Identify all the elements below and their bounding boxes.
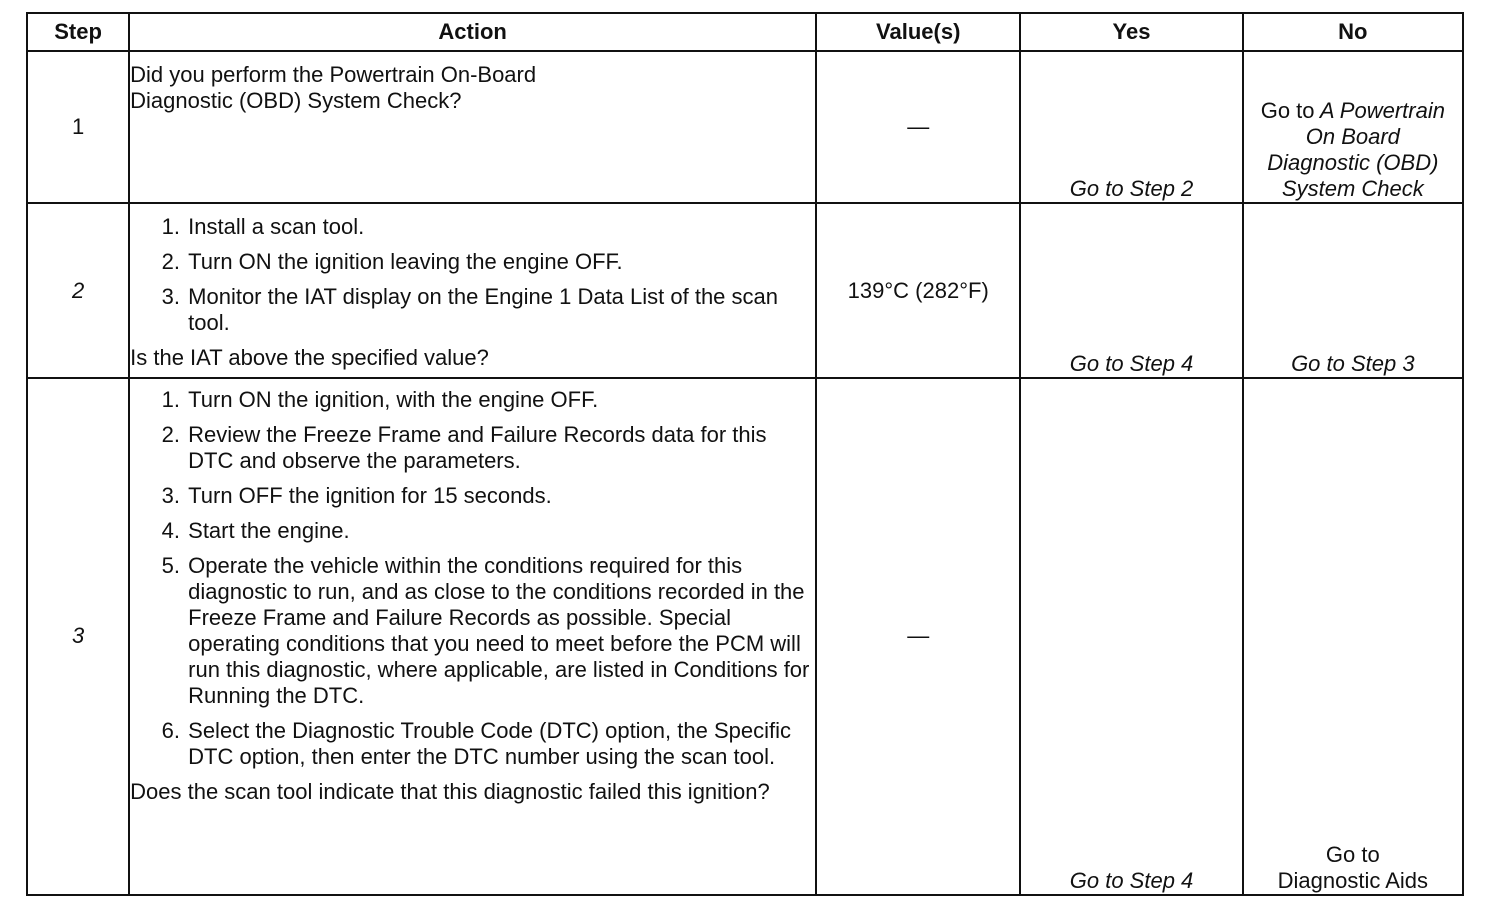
yes-cell [1020, 203, 1242, 377]
action-step: 2. Review the Freeze Frame and Failure Records data for this DTC and observe the parameters. [186, 422, 815, 474]
header-step: Step [27, 13, 129, 51]
no-prefix: Go to [1325, 842, 1380, 867]
yes-link[interactable]: Go to Step 4 [1069, 868, 1194, 893]
no-prefix: Go to [1260, 98, 1315, 124]
action-step: 5. Operate the vehicle within the conditions required for this diagnostic to run, and as close to the conditions recorded in the Freeze Frame and Failure Records as possible. Special operating conditions that you need to meet before the PCM will run this diagnostic, where applicable, are listed in Conditions for Running the DTC. [186, 553, 815, 709]
action-step: 4. Start the engine. [186, 518, 815, 544]
no-link[interactable]: A Powertrain On Board Diagnostic (OBD) System Check [1267, 98, 1445, 202]
yes-link[interactable]: Go to Step 2 [1069, 176, 1194, 202]
value-cell: — [816, 51, 1020, 203]
action-cell [129, 51, 816, 203]
value-cell: — [816, 378, 1020, 895]
action-step: 3. Monitor the IAT display on the Engine 1 Data List of the scan tool. [186, 284, 815, 336]
header-yes: Yes [1020, 13, 1242, 51]
no-link[interactable]: Diagnostic Aids [1277, 868, 1429, 893]
action-step: 6. Select the Diagnostic Trouble Code (DTC) option, the Specific DTC option, then enter the DTC number using the scan tool. [186, 718, 815, 770]
no-cell [1243, 51, 1463, 203]
no-cell [1243, 203, 1463, 377]
action-step: 3. Turn OFF the ignition for 15 seconds. [186, 483, 815, 509]
header-values: Value(s) [816, 13, 1020, 51]
header-no: No [1243, 13, 1463, 51]
action-question: Did you perform the Powertrain On-Board Diagnostic (OBD) System Check? [130, 62, 537, 113]
step-number: 3 [27, 378, 129, 895]
no-link[interactable]: Go to Step 3 [1291, 350, 1415, 376]
yes-cell [1020, 51, 1242, 203]
step-number: 1 [27, 51, 129, 203]
table-row [27, 51, 1463, 203]
diagnostic-table [26, 12, 1464, 896]
action-step: 2. Turn ON the ignition leaving the engine OFF. [186, 249, 815, 275]
action-question: Is the IAT above the specified value? [130, 345, 489, 371]
action-cell [129, 378, 816, 895]
action-cell [129, 203, 816, 377]
value-cell: 139°C (282°F) [816, 203, 1020, 377]
yes-link[interactable]: Go to Step 4 [1069, 350, 1194, 376]
action-step: 1. Install a scan tool. [186, 214, 815, 240]
header-action: Action [129, 13, 816, 51]
table-row [27, 203, 1463, 377]
table-row [27, 378, 1463, 895]
header-row [27, 13, 1463, 51]
action-steps-list [130, 387, 815, 770]
action-step: 1. Turn ON the ignition, with the engine OFF. [186, 387, 815, 413]
action-question: Does the scan tool indicate that this diagnostic failed this ignition? [130, 778, 770, 804]
action-steps-list [130, 214, 815, 336]
no-cell [1243, 378, 1463, 895]
yes-cell [1020, 378, 1242, 895]
step-number: 2 [27, 203, 129, 377]
